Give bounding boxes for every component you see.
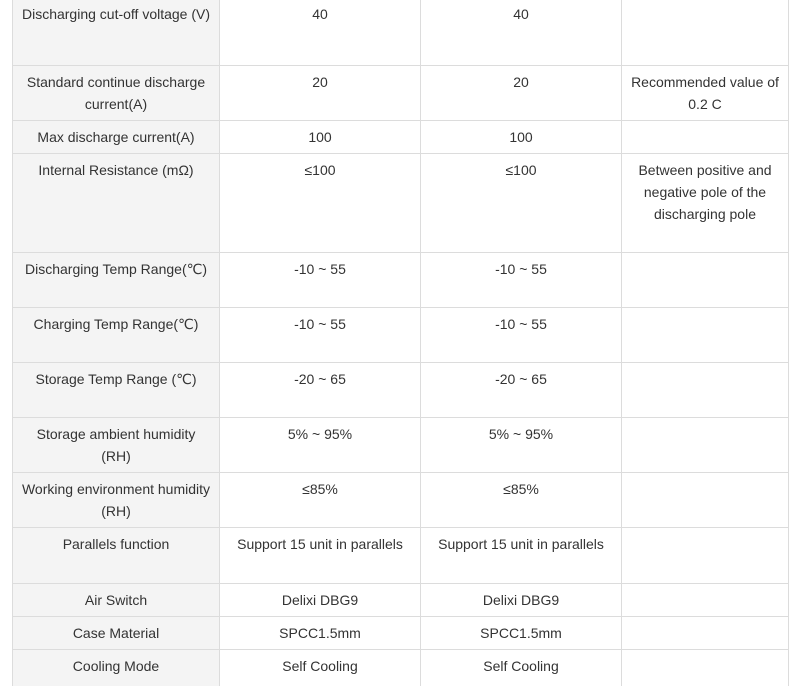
table-row xyxy=(13,417,789,472)
note-cell xyxy=(622,252,789,307)
value-cell-2: ≤85% xyxy=(421,472,622,527)
row-label: Charging Temp Range(℃) xyxy=(13,307,220,362)
row-label: Max discharge current(A) xyxy=(13,120,220,153)
row-label: Discharging cut-off voltage (V) xyxy=(13,0,220,65)
value-cell-1: 40 xyxy=(220,0,421,65)
value-cell-2: Delixi DBG9 xyxy=(421,583,622,616)
row-label: Working environment humidity (RH) xyxy=(13,472,220,527)
value-cell-2: 5% ~ 95% xyxy=(421,417,622,472)
note-cell xyxy=(622,649,789,686)
note-cell: Between positive and negative pole of the discharging pole xyxy=(622,153,789,252)
row-label: Cooling Mode xyxy=(13,649,220,686)
value-cell-1: ≤100 xyxy=(220,153,421,252)
note-cell xyxy=(622,583,789,616)
note-cell xyxy=(622,616,789,649)
value-cell-1: Support 15 unit in parallels xyxy=(220,527,421,583)
table-row xyxy=(13,65,789,120)
value-cell-2: -10 ~ 55 xyxy=(421,307,622,362)
table-row xyxy=(13,472,789,527)
row-label: Storage Temp Range (℃) xyxy=(13,362,220,417)
note-cell xyxy=(622,417,789,472)
value-cell-2: 20 xyxy=(421,65,622,120)
note-cell xyxy=(622,120,789,153)
table-row xyxy=(13,649,789,686)
value-cell-1: -10 ~ 55 xyxy=(220,252,421,307)
table-row xyxy=(13,307,789,362)
value-cell-2: SPCC1.5mm xyxy=(421,616,622,649)
value-cell-2: -10 ~ 55 xyxy=(421,252,622,307)
row-label: Discharging Temp Range(℃) xyxy=(13,252,220,307)
spec-table-container xyxy=(12,0,788,686)
note-cell xyxy=(622,307,789,362)
table-row xyxy=(13,362,789,417)
value-cell-1: Self Cooling xyxy=(220,649,421,686)
value-cell-1: 100 xyxy=(220,120,421,153)
row-label: Case Material xyxy=(13,616,220,649)
row-label: Internal Resistance (mΩ) xyxy=(13,153,220,252)
value-cell-2: ≤100 xyxy=(421,153,622,252)
note-cell xyxy=(622,527,789,583)
table-row xyxy=(13,616,789,649)
row-label: Parallels function xyxy=(13,527,220,583)
note-cell xyxy=(622,0,789,65)
table-row xyxy=(13,0,789,65)
value-cell-2: 40 xyxy=(421,0,622,65)
note-cell xyxy=(622,472,789,527)
value-cell-1: 5% ~ 95% xyxy=(220,417,421,472)
value-cell-2: 100 xyxy=(421,120,622,153)
value-cell-1: ≤85% xyxy=(220,472,421,527)
value-cell-1: -20 ~ 65 xyxy=(220,362,421,417)
table-row xyxy=(13,583,789,616)
table-row xyxy=(13,120,789,153)
note-cell xyxy=(622,362,789,417)
table-row xyxy=(13,252,789,307)
row-label: Standard continue discharge current(A) xyxy=(13,65,220,120)
row-label: Storage ambient humidity (RH) xyxy=(13,417,220,472)
value-cell-1: Delixi DBG9 xyxy=(220,583,421,616)
note-cell: Recommended value of 0.2 C xyxy=(622,65,789,120)
table-row xyxy=(13,527,789,583)
spec-table xyxy=(12,0,789,686)
value-cell-2: -20 ~ 65 xyxy=(421,362,622,417)
value-cell-1: SPCC1.5mm xyxy=(220,616,421,649)
row-label: Air Switch xyxy=(13,583,220,616)
value-cell-1: 20 xyxy=(220,65,421,120)
table-row xyxy=(13,153,789,252)
value-cell-2: Support 15 unit in parallels xyxy=(421,527,622,583)
value-cell-1: -10 ~ 55 xyxy=(220,307,421,362)
value-cell-2: Self Cooling xyxy=(421,649,622,686)
